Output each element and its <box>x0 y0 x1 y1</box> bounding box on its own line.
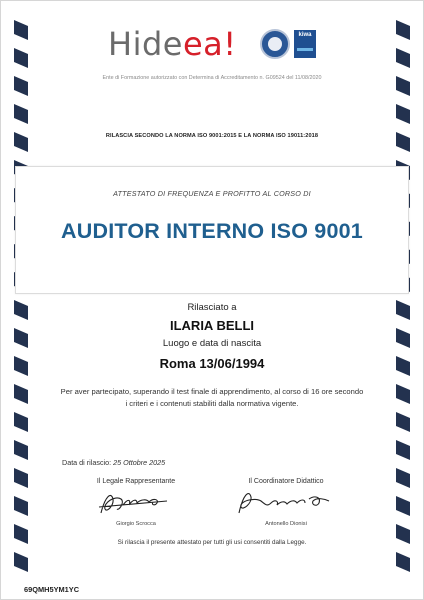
attestato-label: ATTESTATO DI FREQUENZA E PROFITTO AL CORSO DI <box>113 189 311 198</box>
brand-accent-text: ea! <box>182 25 237 63</box>
norma-line: RILASCIA SECONDO LA NORMA ISO 9001:2015 E LA NORMA ISO 19011:2018 <box>105 133 319 139</box>
stripe-segment <box>396 552 410 572</box>
issue-date-value: 25 Ottobre 2025 <box>113 458 166 467</box>
legal-representative-role: Il Legale Rappresentante <box>96 478 176 485</box>
stripe-segment <box>396 384 410 404</box>
left-decorative-stripes <box>14 20 28 580</box>
legal-representative-name: Giorgio Scrocca <box>116 521 156 527</box>
didactic-coordinator-signature-block <box>221 478 351 527</box>
birth-place-date-value: Roma 13/06/1994 <box>159 356 265 371</box>
accredia-seal-icon <box>260 29 290 59</box>
handwritten-signature-left <box>71 487 201 519</box>
consent-line: Si rilascia il presente attestato per tutti gli usi consentiti dalla Legge. <box>117 539 307 546</box>
legal-representative-signature-block <box>71 478 201 527</box>
stripe-segment <box>396 496 410 516</box>
stripe-segment <box>14 384 28 404</box>
stripe-segment <box>396 104 410 124</box>
course-box <box>15 166 409 294</box>
course-title: AUDITOR INTERNO ISO 9001 <box>61 219 363 243</box>
recipient-name: ILARIA BELLI <box>169 318 254 333</box>
brand-main-text: Hide <box>108 25 183 63</box>
didactic-coordinator-role: Il Coordinatore Didattico <box>248 478 324 485</box>
stripe-segment <box>396 468 410 488</box>
kiwa-label: kiwa <box>298 32 312 38</box>
handwritten-signature-right <box>221 487 351 519</box>
stripe-segment <box>14 552 28 572</box>
stripe-segment <box>14 104 28 124</box>
right-decorative-stripes <box>396 20 410 580</box>
issue-date-label: Data di rilascio: <box>62 458 112 467</box>
stripe-segment <box>396 412 410 432</box>
stripe-segment <box>14 496 28 516</box>
birth-place-date-label: Luogo e data di nascita <box>162 338 262 349</box>
stripe-segment <box>396 440 410 460</box>
kiwa-logo-icon <box>294 30 316 58</box>
accreditation-line: Ente di Formazione autorizzato con Determina di Accreditamento n. G09524 del 11/08/2020 <box>102 75 322 81</box>
certificate-code: 69QMH5YM1YC <box>24 585 80 594</box>
issue-date <box>62 458 165 467</box>
stripe-segment <box>14 468 28 488</box>
didactic-coordinator-name: Antonello Dionisi <box>265 521 307 527</box>
course-description: Per aver partecipato, superando il test finale di apprendimento, al corso di 16 ore secondo i criteri e i contenuti stabiliti dalla normativa vigente. <box>60 387 364 408</box>
stripe-segment <box>14 440 28 460</box>
logo-row <box>0 26 424 62</box>
hideea-logo <box>108 26 237 62</box>
stripe-segment <box>14 412 28 432</box>
issued-label: Rilasciato a <box>187 302 237 313</box>
